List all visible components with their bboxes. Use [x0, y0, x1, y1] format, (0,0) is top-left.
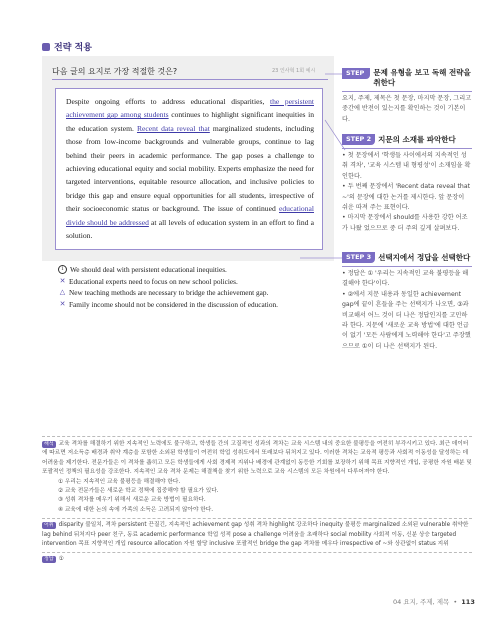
vocab [42, 518, 472, 549]
question-title: 다음 글의 요지로 가장 적절한 것은? [52, 67, 178, 76]
section-title: 전략 적용 [54, 43, 92, 53]
passage-highlight: Recent data reveal that [136, 123, 210, 133]
translation-options [42, 478, 472, 516]
translation-option: ① 우리는 지속적인 교육 불평등을 해결해야 한다. [58, 478, 181, 485]
answer-label: 정답 [44, 556, 54, 563]
translation-option: ③ 성취 격차를 메우기 위해서 새로운 교육 방법이 필요하다. [58, 497, 206, 504]
triangle-mark-icon: △ [59, 288, 66, 296]
step-bullet: • 첫 문장에서 '학생들 사이에서의 지속적인 성취 격차', '교육 시스템 내 형평성'이 소재임을 확인한다. [342, 152, 471, 180]
step-title: 문제 유형을 보고 독해 전략을 취한다 [373, 68, 471, 87]
page-number: 113 [461, 598, 475, 606]
choice-text: We should deal with persistent educational inequities. [70, 265, 227, 274]
step-divider [342, 91, 472, 92]
translation-option: ④ 교육에 대한 논의 속에 가족의 소득은 고려되지 않아야 한다. [58, 506, 214, 513]
step-bullet: • 마지막 문장에서 should를 사용한 강한 어조가 나왔 었으므로 중 더 주의 깊게 살펴보다. [342, 214, 468, 232]
circled-number-icon: 1 [58, 265, 67, 274]
step-body: 요지, 주제, 제목은 첫 문장, 마지막 문장, 그리고 중간에 반전이 있는지를 확인하는 것이 기본이다. [342, 95, 472, 123]
step-2 [342, 134, 472, 234]
step-divider [342, 266, 472, 267]
notes [42, 440, 472, 565]
translation-text: 교육 격차를 해결하기 위한 지속적인 노력에도 불구하고, 학생들 간의 고질적인 성과의 격차는 교육 시스템 내의 중요한 불평등을 여전히 부각시키고 있다. 최근 데이터에 따르면 저소득층 배경과 취약 계층을 포함한 소외된 학생들이 여전히 학업 성취도에서 또래보다 뒤처지고 있다. 이러한 격차는 교육적 평등과 사회적 이동성을 달성하는 데 어려움을 제기한다. 전문가들은 이 격차를 좁히고 모든 학생들에게 사회 경제적 지위나 배경에 관계없이 동등한 기회를 보장하기 위해 목표 지향적인 개입, 공평한 자원 배분 및 포괄적인 정책의 필요성을 강조한다. 지속적인 교육 격차 문제는 해결책을 찾기 위한 노력으로 교육 시스템의 모든 차원에서 다루어져야 한다. [42, 441, 472, 476]
footer-chapter: 04 요지, 주제, 제목 [393, 598, 450, 606]
cross-mark-icon: ✕ [59, 276, 66, 285]
answer [42, 552, 472, 564]
passage-highlight: the persistent achievement gap among students [66, 97, 314, 120]
translation [42, 440, 472, 478]
step-divider [342, 148, 472, 149]
vocab-label: 어휘 [44, 522, 54, 529]
cross-mark-icon: ✕ [59, 299, 66, 308]
passage-text: marginalized students, including those from low-income backgrounds and vulnerable groups, continue to lag behind their peers in academic performance. The gap poses a challenge to achieving educational equity and social mobility. Experts emphasize the need for targeted interventions, equitable resource allocation, and inclusive policies to bridge this gap and ensure equal opportunities for all students, irrespective of their socioeconomic status or background. The issue of continued [66, 123, 315, 214]
question-source: 23 인사혁 1회 예시 [272, 68, 316, 74]
step-title: 선택지에서 정답을 선택한다 [378, 253, 471, 262]
choice-text: New teaching methods are necessary to bridge the achievement gap. [69, 288, 269, 297]
passage-text: continues to highlight significant inequities in the education system. [66, 110, 314, 133]
translation-option: ② 교육 전문가들은 새로운 학교 정책에 집중해야 할 필요가 있다. [58, 488, 219, 495]
vocab-text: disparity 불일치, 격차 persistent 끈질긴, 지속적인 achievement gap 성취 격차 highlight 강조하다 inequity 불평등 marginalized 소외된 vulnerable 취약한 lag behind 뒤처지다 peer 친구, 동료 academic performance 학업 성적 pose a challenge 어려움을 초래하다 social mobility 사회적 이동, 신분 상승 targeted intervention 목표 지향적인 개입 resource allocation 자원 할당 inclusive 포괄적인 bridge the gap 격차를 메우다 irrespective of ~와 상관없이 status 지위 [42, 522, 469, 548]
answer-text: ① [58, 556, 64, 563]
step-title: 지문의 소재를 파악한다 [378, 135, 456, 144]
passage-highlight: educational divide should be addressed [66, 204, 314, 227]
step-tag: STEP 1 [342, 68, 370, 79]
step-tag: STEP 3 [342, 252, 375, 263]
translation-label: 해석 [44, 441, 54, 447]
step-bullet: • ②에서 지문 내용과 동일한 achievement gap에 끝이 흔들을 주는 선택지가 나오면, ③과 비교해서 어느 것이 더 나은 정답인지를 고민하라 한다. 지문에 '새로운 교육 방법'에 대한 언급이 없기 '모든 사람에게 노력해야 한다'고 주장했으므로 ①이 더 나은 선택지가 된다. [342, 290, 471, 350]
passage-text: at all levels of education system in an effort to find a solution. [66, 217, 314, 241]
step-tag: STEP 2 [342, 134, 375, 145]
step-body [342, 151, 472, 234]
notes-divider [42, 436, 472, 437]
step-1 [342, 68, 472, 125]
step-3 [342, 252, 472, 352]
step-bullet: • 정답은 ① '우리는 지속적인 교육 불평등을 해결해야 한다'이다. [342, 270, 469, 288]
choice-text: Educational experts need to focus on new school policies. [69, 276, 238, 286]
step-bullet: • 두 번째 문장에서 'Recent data reveal that ~'의 문장에 대한 논거를 제시한다. 앞 문장이 쉬운 따져 주는 표현이다. [342, 183, 471, 212]
page-footer: 04 요지, 주제, 제목 • 113 [393, 598, 475, 606]
choice-text: Family income should not be considered in the discussion of education. [69, 299, 278, 309]
passage-text: Despite ongoing efforts to address educational disparities, [66, 97, 270, 106]
step-body [342, 269, 472, 352]
